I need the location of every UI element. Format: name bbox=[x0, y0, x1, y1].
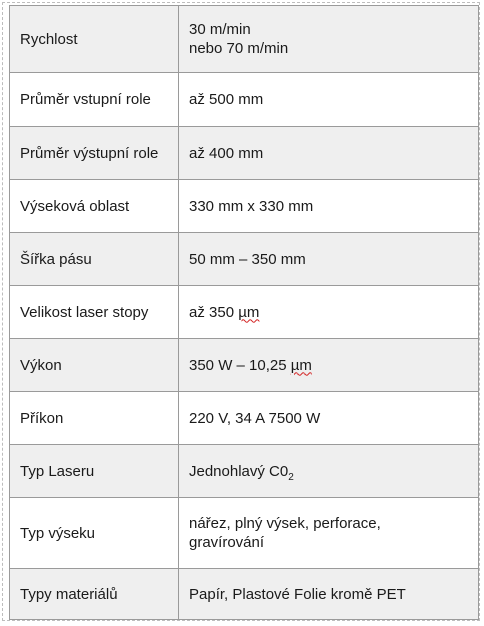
row-value bbox=[179, 498, 479, 569]
row-label: Průměr vstupní role bbox=[10, 73, 179, 127]
row-value-text: 350 W – 10,25 bbox=[189, 356, 287, 374]
row-value: 220 V, 34 A 7500 W bbox=[179, 392, 479, 445]
unit-spellcheck-underline: µm bbox=[290, 356, 312, 374]
spec-table bbox=[9, 5, 479, 620]
row-value-line: gravírování bbox=[189, 534, 265, 551]
row-value bbox=[179, 339, 479, 392]
row-label: Průměr výstupní role bbox=[10, 127, 179, 180]
row-label: Příkon bbox=[10, 392, 179, 445]
table-row bbox=[10, 445, 479, 498]
row-value: 50 mm – 350 mm bbox=[179, 233, 479, 286]
table-row bbox=[10, 127, 479, 180]
row-value bbox=[179, 445, 479, 498]
row-value: 330 mm x 330 mm bbox=[179, 180, 479, 233]
table-row bbox=[10, 180, 479, 233]
row-label: Typy materiálů bbox=[10, 569, 179, 620]
table-row bbox=[10, 6, 479, 73]
row-label: Výseková oblast bbox=[10, 180, 179, 233]
table-row bbox=[10, 233, 479, 286]
row-value: Papír, Plastové Folie kromě PET bbox=[179, 569, 479, 620]
row-label: Typ výseku bbox=[10, 498, 179, 569]
row-value-text: až 350 bbox=[189, 303, 235, 321]
table-row bbox=[10, 286, 479, 339]
row-value-text: Jednohlavý C0 bbox=[189, 462, 289, 480]
table-row bbox=[10, 73, 479, 127]
table-row bbox=[10, 498, 479, 569]
row-value: až 400 mm bbox=[179, 127, 479, 180]
unit-spellcheck-underline: µm bbox=[238, 303, 260, 321]
table-row bbox=[10, 569, 479, 620]
row-value-line: nářez, plný výsek, perforace, bbox=[189, 515, 381, 532]
row-label: Velikost laser stopy bbox=[10, 286, 179, 339]
subscript: 2 bbox=[288, 471, 294, 483]
row-value bbox=[179, 6, 479, 73]
row-label: Rychlost bbox=[10, 6, 179, 73]
table-row bbox=[10, 392, 479, 445]
row-value-line: nebo 70 m/min bbox=[189, 40, 289, 57]
row-value bbox=[179, 286, 479, 339]
row-value: až 500 mm bbox=[179, 73, 479, 127]
row-value-line: 30 m/min bbox=[189, 21, 251, 38]
table-row bbox=[10, 339, 479, 392]
row-label: Šířka pásu bbox=[10, 233, 179, 286]
row-label: Výkon bbox=[10, 339, 179, 392]
row-label: Typ Laseru bbox=[10, 445, 179, 498]
